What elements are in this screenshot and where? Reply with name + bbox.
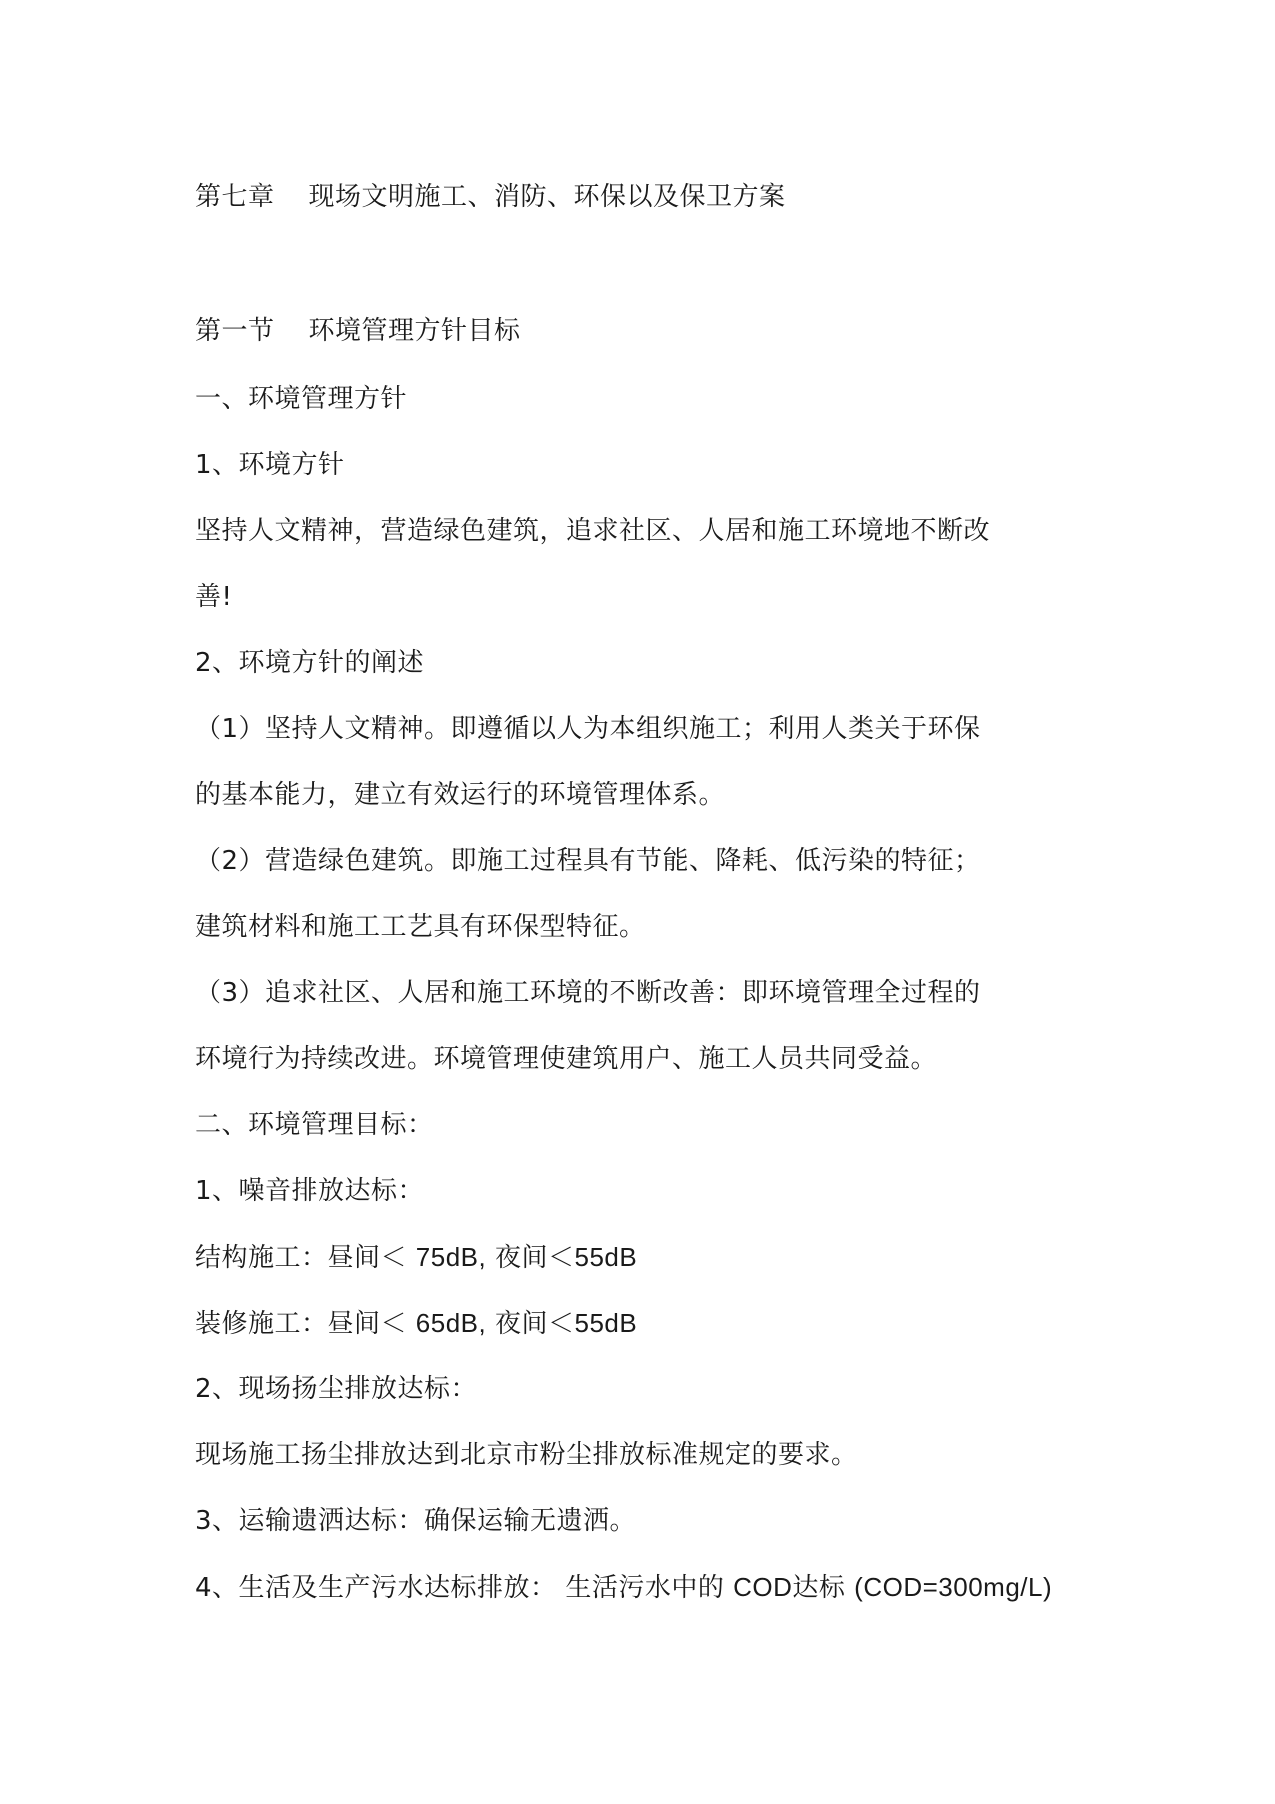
item1-text-line2: 善! — [195, 582, 233, 612]
part2-heading: 二、环境管理目标： — [195, 1110, 434, 1140]
section-number: 第一节 — [195, 316, 275, 346]
noise-structure-night-value: 55dB — [574, 1242, 638, 1272]
sewage-value: (COD=300mg/L) — [854, 1572, 1053, 1602]
sewage-label: 4、生活及生产污水达标排放： — [195, 1573, 557, 1603]
chapter-title: 现场文明施工、消防、环保以及保卫方案 — [308, 182, 786, 212]
paragraph2-line2: 建筑材料和施工工艺具有环保型特征。 — [195, 912, 646, 942]
noise-decor-label: 装修施工：昼间＜ — [195, 1309, 408, 1339]
item2-heading: 2、环境方针的阐述 — [195, 648, 425, 678]
noise-decor-line — [195, 1307, 637, 1340]
transport-text: 3、运输遗洒达标：确保运输无遗洒。 — [195, 1506, 637, 1536]
sewage-text-a: 生活污水中的 — [565, 1573, 725, 1603]
noise-structure-night-label: 夜间＜ — [495, 1243, 575, 1273]
dust-text: 现场施工扬尘排放达到北京市粉尘排放标准规定的要求。 — [195, 1440, 858, 1470]
sewage-cod: COD — [733, 1572, 793, 1602]
section-heading — [195, 315, 521, 347]
paragraph3-line1: （3）追求社区、人居和施工环境的不断改善：即环境管理全过程的 — [195, 978, 981, 1008]
part1-heading: 一、环境管理方针 — [195, 384, 408, 414]
noise-decor-day-value: 65dB, — [415, 1308, 487, 1338]
noise-decor-night-value: 55dB — [574, 1308, 638, 1338]
sewage-line — [195, 1571, 1052, 1604]
paragraph1-line1: （1）坚持人文精神。即遵循以人为本组织施工；利用人类关于环保 — [195, 714, 981, 744]
section-title: 环境管理方针目标 — [308, 316, 521, 346]
item1-text-line1: 坚持人文精神，营造绿色建筑，追求社区、人居和施工环境地不断改 — [195, 516, 991, 546]
noise-heading: 1、噪音排放达标： — [195, 1176, 425, 1206]
paragraph1-line2: 的基本能力，建立有效运行的环境管理体系。 — [195, 780, 726, 810]
item1-heading: 1、环境方针 — [195, 450, 345, 480]
noise-structure-label: 结构施工：昼间＜ — [195, 1243, 408, 1273]
dust-heading: 2、现场扬尘排放达标： — [195, 1374, 478, 1404]
chapter-number: 第七章 — [195, 182, 275, 212]
sewage-text-b: 达标 — [792, 1573, 846, 1603]
noise-decor-night-label: 夜间＜ — [495, 1309, 575, 1339]
noise-structure-day-value: 75dB, — [415, 1242, 487, 1272]
noise-structure-line — [195, 1241, 637, 1274]
chapter-heading — [195, 181, 786, 213]
paragraph2-line1: （2）营造绿色建筑。即施工过程具有节能、降耗、低污染的特征； — [195, 846, 981, 876]
paragraph3-line2: 环境行为持续改进。环境管理使建筑用户、施工人员共同受益。 — [195, 1044, 938, 1074]
